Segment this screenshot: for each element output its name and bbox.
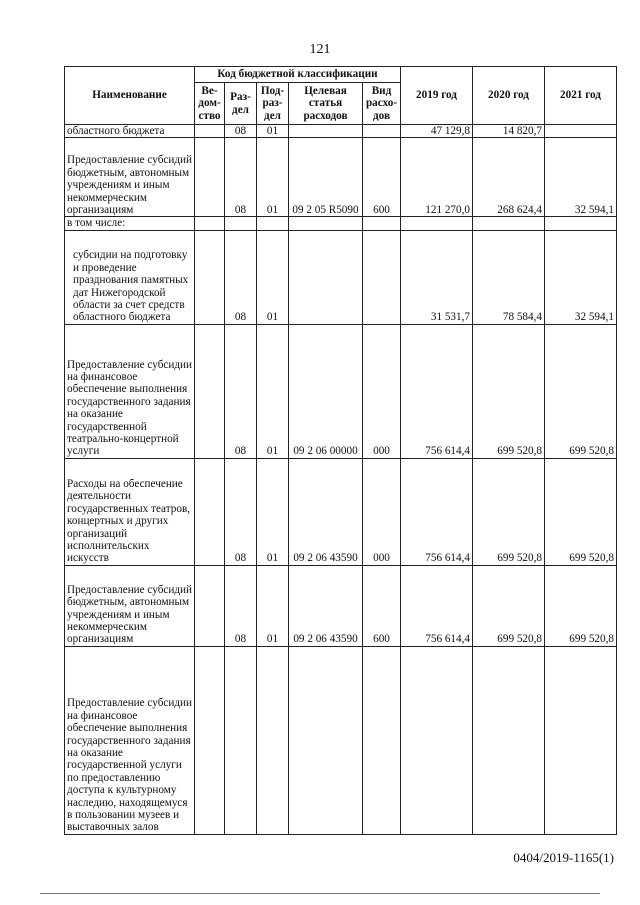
header-2021: 2021 год: [545, 67, 617, 125]
row-section: 08: [225, 565, 257, 646]
row-expense-type: 600: [363, 565, 401, 646]
row-target: 09 2 06 43590: [289, 565, 363, 646]
header-target: Целевая статья расходов: [289, 83, 363, 125]
row-2019: 756 614,4: [401, 458, 473, 565]
row-section: 08: [225, 125, 257, 138]
row-department: [195, 458, 225, 565]
row-2020: 699 520,8: [473, 324, 545, 458]
row-department: [195, 646, 225, 834]
row-2020: 78 584,4: [473, 230, 545, 324]
row-name: в том числе:: [65, 217, 195, 230]
row-2019: 756 614,4: [401, 324, 473, 458]
row-name: Предоставление субсидий бюджетным, автономным учреждениям и иным некоммерческим организациям: [65, 138, 195, 217]
row-2019: [401, 646, 473, 834]
row-expense-type: [363, 646, 401, 834]
row-name: Расходы на обеспечение деятельности государственных театров, концертных и других организаций исполнительских искусств: [65, 458, 195, 565]
header-2020: 2020 год: [473, 67, 545, 125]
table-row: [65, 217, 617, 230]
row-2020: [473, 646, 545, 834]
row-2021: 699 520,8: [545, 458, 617, 565]
row-subsection: 01: [257, 458, 289, 565]
row-section: 08: [225, 230, 257, 324]
row-2021: 699 520,8: [545, 324, 617, 458]
row-section: [225, 217, 257, 230]
row-2020: 14 820,7: [473, 125, 545, 138]
header-subsection: Под-раз-дел: [257, 83, 289, 125]
row-target: [289, 230, 363, 324]
row-2021: 699 520,8: [545, 565, 617, 646]
row-target: 09 2 06 43590: [289, 458, 363, 565]
row-expense-type: [363, 125, 401, 138]
row-2019: 121 270,0: [401, 138, 473, 217]
table-row: [65, 458, 617, 565]
row-2019: 756 614,4: [401, 565, 473, 646]
header-name: Наименование: [65, 67, 195, 125]
table-row: [65, 646, 617, 834]
row-section: 08: [225, 138, 257, 217]
row-department: [195, 125, 225, 138]
row-2019: 31 531,7: [401, 230, 473, 324]
row-target: [289, 125, 363, 138]
table-row: [65, 138, 617, 217]
row-section: 08: [225, 458, 257, 565]
header-2019: 2019 год: [401, 67, 473, 125]
budget-table: [64, 66, 617, 835]
row-2020: 268 624,4: [473, 138, 545, 217]
row-subsection: 01: [257, 138, 289, 217]
table-row: [65, 125, 617, 138]
row-2019: [401, 217, 473, 230]
table-row: [65, 324, 617, 458]
header-department: Ве-дом-ство: [195, 83, 225, 125]
table-row: [65, 565, 617, 646]
row-subsection: [257, 646, 289, 834]
row-subsection: 01: [257, 230, 289, 324]
row-department: [195, 138, 225, 217]
header-code-group: Код бюджетной классификации: [195, 67, 401, 83]
row-name: Предоставление субсидии на финансовое обеспечение выполнения государственного задания на оказание государственной театрально-концертной услуги: [65, 324, 195, 458]
row-subsection: 01: [257, 125, 289, 138]
document-code: 0404/2019-1165(1): [513, 850, 614, 865]
row-2020: [473, 217, 545, 230]
row-2021: 32 594,1: [545, 138, 617, 217]
row-expense-type: 000: [363, 458, 401, 565]
row-name: Предоставление субсидий бюджетным, автономным учреждениям и иным некоммерческим организациям: [65, 565, 195, 646]
row-department: [195, 230, 225, 324]
page-edge-divider: [40, 893, 600, 894]
row-name: областного бюджета: [65, 125, 195, 138]
row-name: Предоставление субсидии на финансовое обеспечение выполнения государственного задания на оказание государственной услуги по предоставлению доступа к культурному наследию, находящемуся в пользовании музеев и выставочных залов: [65, 646, 195, 834]
row-2019: 47 129,8: [401, 125, 473, 138]
row-expense-type: [363, 230, 401, 324]
row-2021: [545, 646, 617, 834]
row-target: [289, 217, 363, 230]
row-department: [195, 217, 225, 230]
row-2020: 699 520,8: [473, 565, 545, 646]
row-target: 09 2 05 R5090: [289, 138, 363, 217]
row-expense-type: [363, 217, 401, 230]
row-subsection: 01: [257, 565, 289, 646]
row-subsection: [257, 217, 289, 230]
row-name: субсидии на подготовку и проведение празднования памятных дат Нижегородской области за счет средств областного бюджета: [65, 230, 195, 324]
row-expense-type: 000: [363, 324, 401, 458]
row-2021: 32 594,1: [545, 230, 617, 324]
row-subsection: 01: [257, 324, 289, 458]
row-2021: [545, 217, 617, 230]
header-expense-type: Вид расхо-дов: [363, 83, 401, 125]
row-2021: [545, 125, 617, 138]
row-2020: 699 520,8: [473, 458, 545, 565]
row-section: [225, 646, 257, 834]
row-target: 09 2 06 00000: [289, 324, 363, 458]
row-department: [195, 565, 225, 646]
row-expense-type: 600: [363, 138, 401, 217]
row-department: [195, 324, 225, 458]
header-section: Раз-дел: [225, 83, 257, 125]
row-target: [289, 646, 363, 834]
page-number: 121: [309, 42, 331, 57]
row-section: 08: [225, 324, 257, 458]
table-row: [65, 230, 617, 324]
